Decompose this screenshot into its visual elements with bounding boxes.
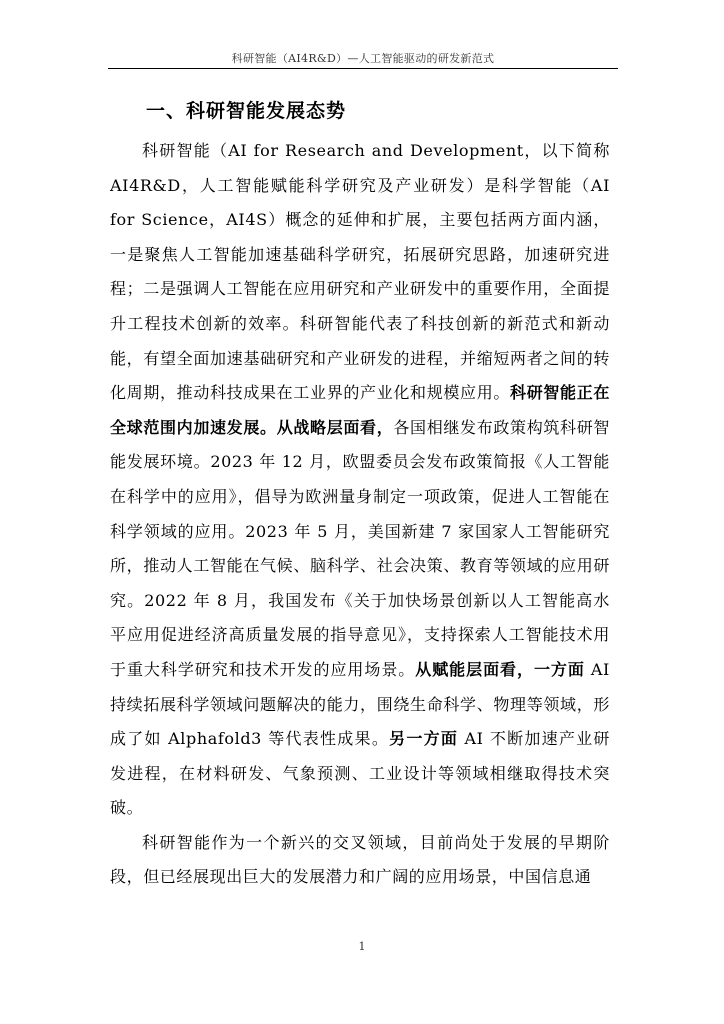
body-text bbox=[110, 134, 610, 895]
section-heading: 一、科研智能发展态势 bbox=[146, 100, 347, 122]
header-divider bbox=[108, 68, 618, 69]
paragraph-text: AI 不断加速产业研发进程，在材料研发、气象预测、工业设计等领域相继取得技术突破。 bbox=[110, 729, 610, 818]
bold-phrase: 从赋能层面看，一方面 bbox=[415, 659, 585, 679]
paragraph bbox=[110, 134, 610, 826]
paragraph-text: 各国相继发布政策构筑科研智能发展环境。2023 年 12 月，欧盟委员会发布政策简报《人工智能在科学中的应用》，倡导为欧洲量身制定一项政策，促进人工智能在科学领域的应用。2023 年 5 月，美国新建 7 家国家人工智能研究所，推动人工智能在气候、脑科学、社会决策、教育等领域的应用研究。2022 年 8 月，我国发布《关于加快场景创新以人工智能高水平应用促进经济高质量发展的指导意见》，支持探索人工智能技术用于重大科学研究和技术开发的应用场景。 bbox=[110, 417, 610, 679]
bold-phrase: 另一方面 bbox=[389, 729, 459, 749]
bold-phrase: 从战略层面看， bbox=[276, 417, 394, 437]
running-header: 科研智能（AI4R&D）—人工智能驱动的研发新范式 bbox=[231, 52, 495, 65]
paragraph-text: AI 持续拓展科学领域问题解决的能力，围绕生命科学、物理等领域，形成了如 Alphafold3 等代表性成果。 bbox=[110, 659, 610, 749]
paragraph: 科研智能作为一个新兴的交叉领域，目前尚处于发展的早期阶段，但已经展现出巨大的发展潜力和广阔的应用场景，中国信息通 bbox=[110, 832, 610, 887]
page-number: 1 bbox=[358, 940, 366, 953]
bold-phrase: 科研智能正在全球范围内加速发展。 bbox=[110, 383, 610, 437]
paragraph-text: 科研智能（AI for Research and Development，以下简称 AI4R&D，人工智能赋能科学研究及产业研发）是科学智能（AI for Science，AI4S）概念的延伸和扩展，主要包括两方面内涵，一是聚焦人工智能加速基础科学研究，拓展研究思路，加速研究进程；二是强调人工智能在应用研究和产业研发中的重要作用，全面提升工程技术创新的效率。科研智能代表了科技创新的新范式和新动能，有望全面加速基础研究和产业研发的进程，并缩短两者之间的转化周期，推动科技成果在工业界的产业化和规模应用。 bbox=[110, 141, 610, 403]
